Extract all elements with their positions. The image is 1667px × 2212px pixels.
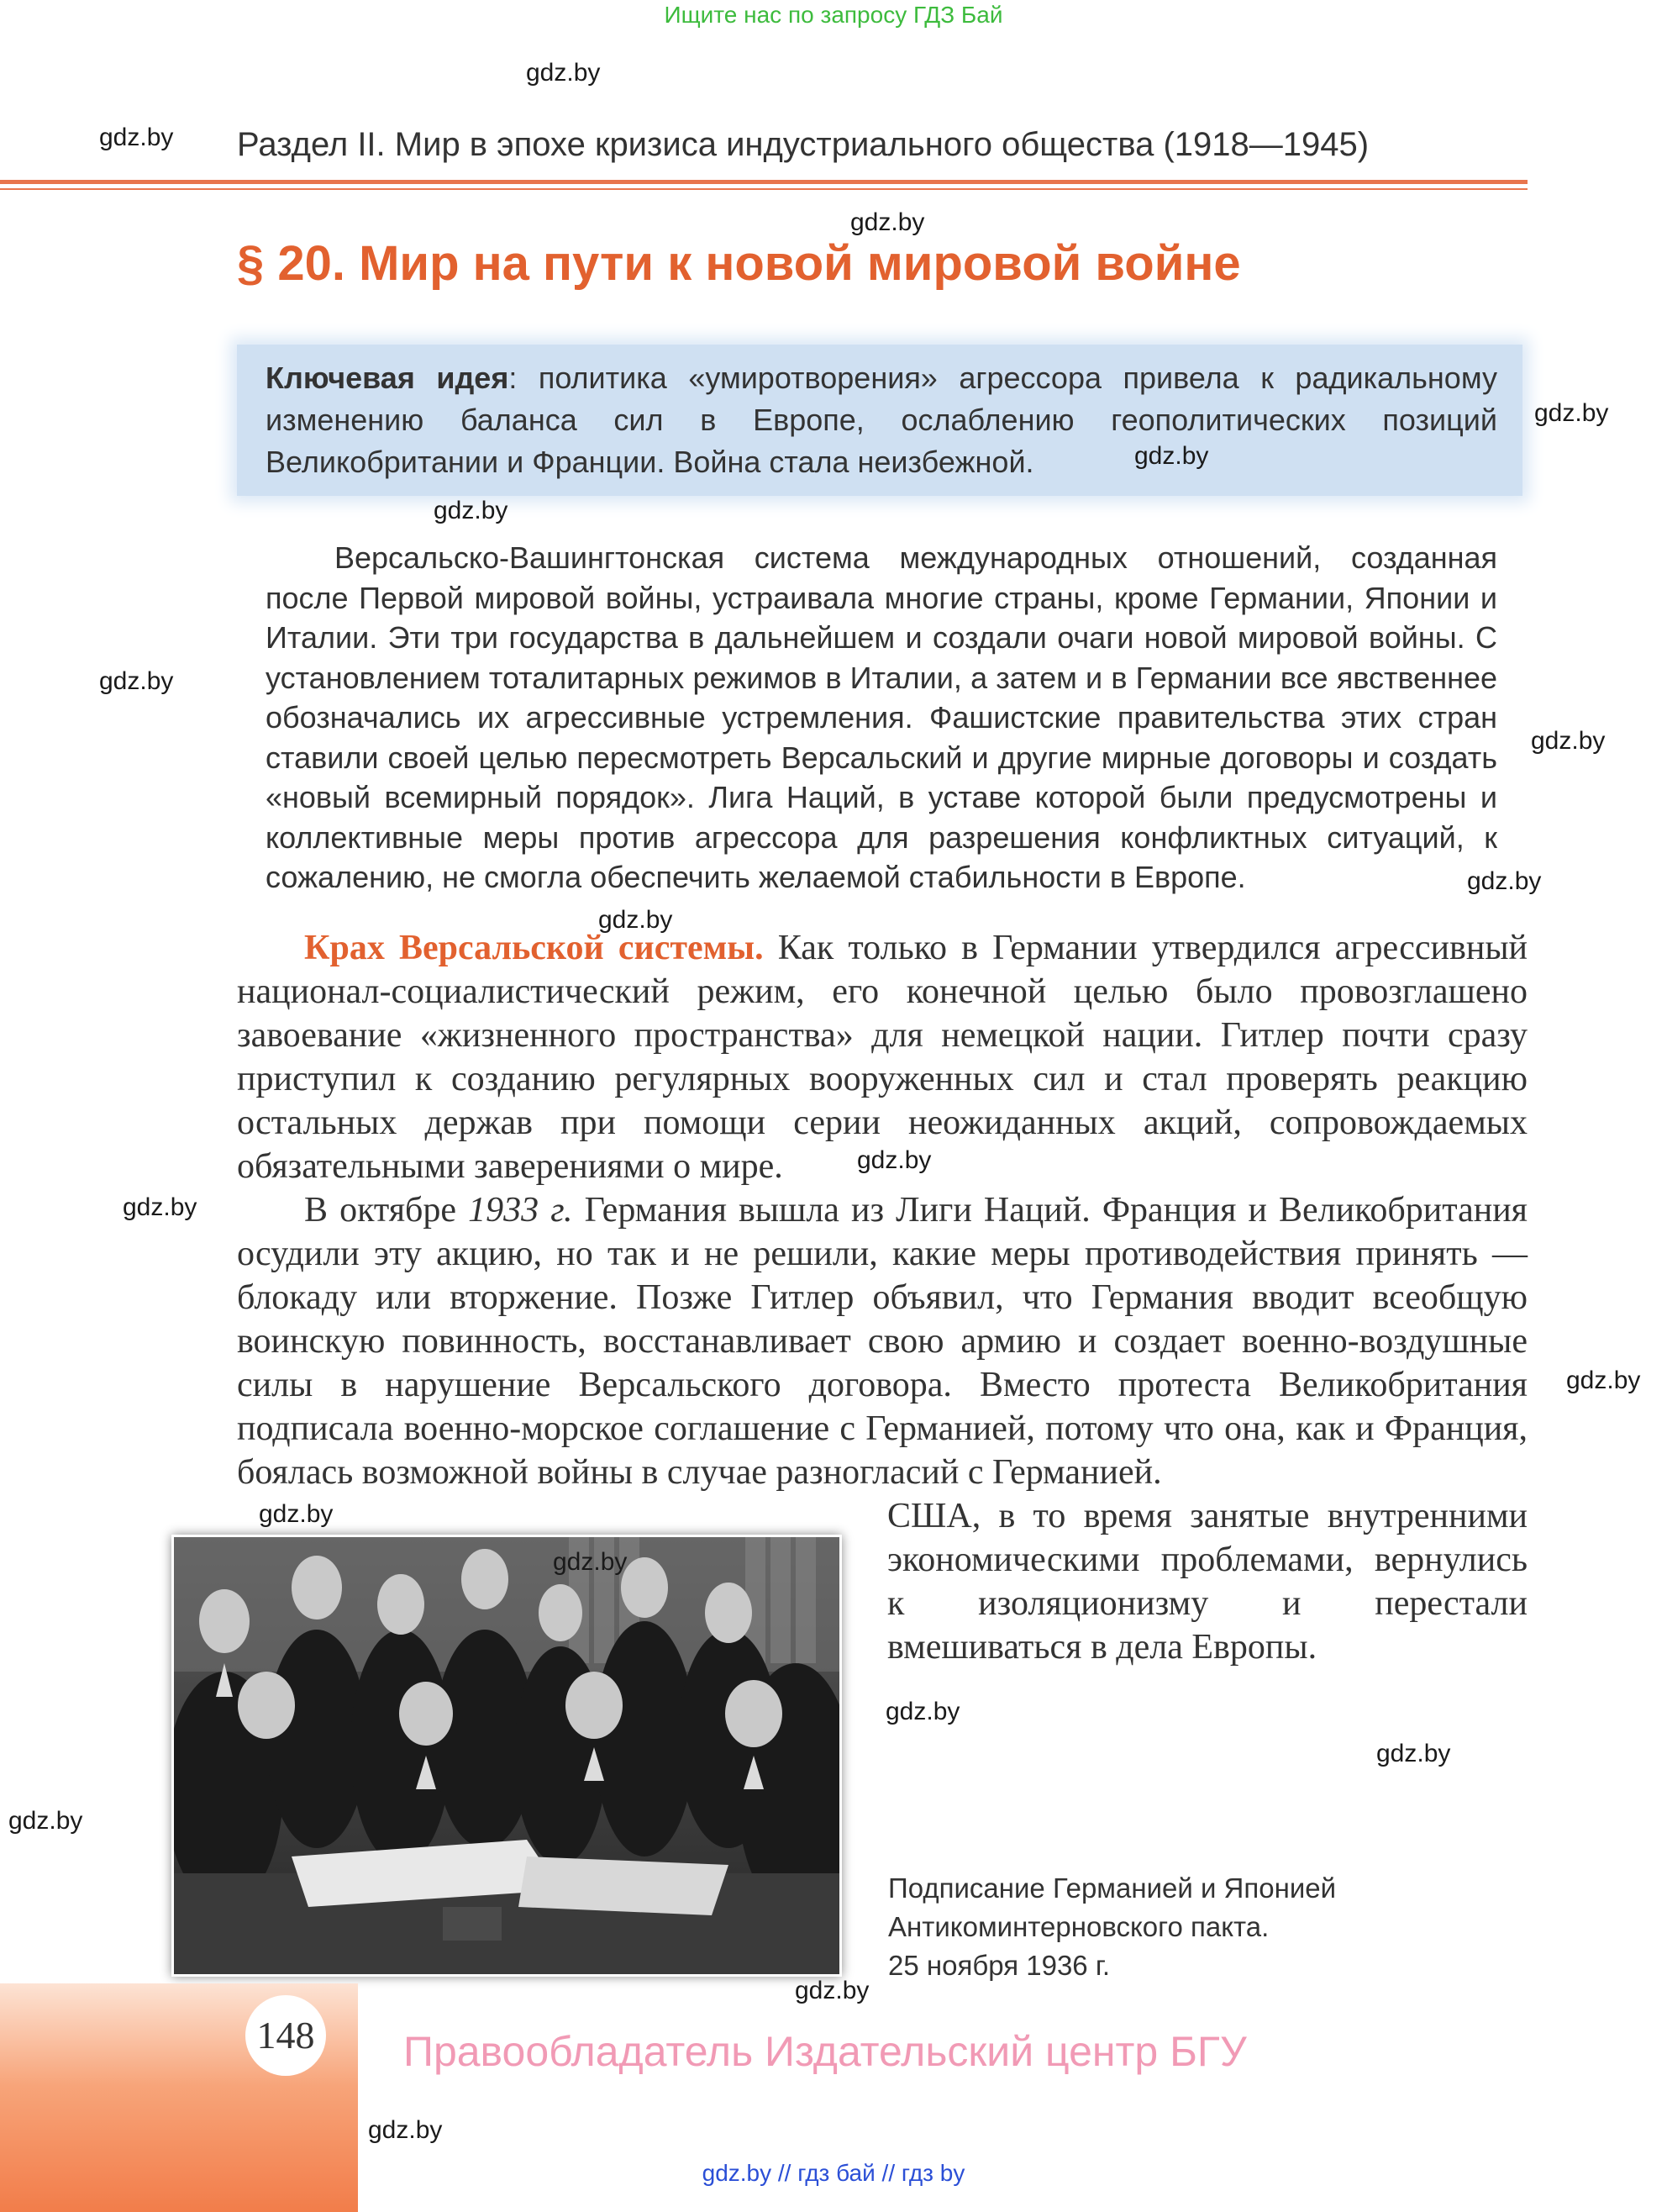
watermark: gdz.by <box>1134 442 1209 470</box>
main-text <box>237 926 1528 1494</box>
watermark: gdz.by <box>368 2116 443 2144</box>
paragraph-title: § 20. Мир на пути к новой мировой войне <box>237 236 1241 291</box>
body-paragraph-2-tail: США, в то время занятые внутренними экономическими проблемами, вернулись к изоляционизму и перестали вмешиваться в дела Европы. <box>887 1497 1528 1667</box>
photo-caption-line-1: Подписание Германией и Японией <box>888 1872 1337 1904</box>
watermark: gdz.by <box>598 906 673 934</box>
watermark: gdz.by <box>886 1698 960 1725</box>
body-paragraph-2-rest: Германия вышла из Лиги Наций. Франция и Великобритания осудили эту акцию, но так и не решили, какие меры противодействия принять — блокаду или вторжение. Позже Гитлер объявил, что Германия вводит всеобщую воинскую повинность, восстанавливает свою армию и создает военно-воздушные силы в нарушение Версальского договора. Вместо протеста Великобритания подписала военно-морское соглашение с Германией, потому что она, как и Франция, боялась возможной войны в случае разногласий с Германией. <box>237 1191 1528 1492</box>
header-rule-thin <box>0 188 1528 190</box>
watermark: gdz.by <box>434 497 508 524</box>
photo-caption-line-2: Антикоминтерновского пакта. <box>888 1911 1270 1942</box>
footer-links[interactable]: gdz.by // гдз бай // гдз by <box>702 2160 965 2186</box>
body-paragraph-2-start: В октябре <box>304 1191 469 1230</box>
watermark: gdz.by <box>99 667 174 695</box>
photo-caption-line-3: 25 ноября 1936 г. <box>888 1950 1110 1981</box>
copyright-notice: Правообладатель Издательский центр БГУ <box>403 2028 1247 2075</box>
photo-illustration <box>174 1537 839 1974</box>
body-paragraph-2 <box>237 1188 1528 1494</box>
watermark: gdz.by <box>795 1977 870 2004</box>
section-header: Раздел II. Мир в эпохе кризиса индустриального общества (1918—1945) <box>237 126 1370 163</box>
watermark: gdz.by <box>8 1807 83 1835</box>
watermark: gdz.by <box>259 1500 334 1528</box>
watermark: gdz.by <box>99 124 174 151</box>
page-number: 148 <box>245 1995 326 2076</box>
key-idea-body: : политика «умиротворения» агрессора привела к радикальному изменению баланса сил в Европе, ослаблению геополитических позиций Великобритании и Франции. Война стала неизбежной. <box>266 361 1497 479</box>
key-idea-text <box>266 357 1497 483</box>
year-1933: 1933 г. <box>468 1191 573 1230</box>
watermark: gdz.by <box>1534 399 1609 427</box>
watermark: gdz.by <box>1376 1740 1451 1767</box>
intro-text: Версальско-Вашингтонская система международных отношений, созданная после Первой мировой войны, устраивала многие страны, кроме Германии, Японии и Италии. Эти три государства в дальнейшем и создали очаги новой мировой войны. С установлением тоталитарных режимов в Италии, а затем и в Германии все явственнее обозначались их агрессивные устремления. Фашистские правительства этих стран ставили своей целью пересмотреть Версальский и другие мирные договоры и создать «новый всемирный порядок». Лига Наций, в уставе которой были предусмотрены и коллективные меры против агрессора для разрешения конфликтных ситуаций, к сожалению, не смогла обеспечить желаемой стабильности в Европе. <box>266 540 1497 894</box>
watermark: gdz.by <box>1566 1367 1641 1394</box>
subheading: Крах Версальской системы. <box>304 929 764 967</box>
watermark: gdz.by <box>526 59 601 87</box>
watermark: gdz.by <box>1467 867 1542 895</box>
watermark: gdz.by <box>553 1548 628 1576</box>
watermark: gdz.by <box>123 1193 197 1221</box>
watermark: gdz.by <box>1531 727 1606 755</box>
header-rule <box>0 180 1528 184</box>
body-paragraph-1-text: Как только в Германии утвердился агрессивный национал-социалистический режим, его конечной целью было провозглашено завоевание «жизненного пространства» для немецкой нации. Гитлер почти сразу приступил к созданию регулярных вооруженных сил и стал проверять реакцию остальных держав при помощи серии неожиданных акций, сопровождаемых обязательными заверениями о мире. <box>237 929 1528 1186</box>
watermark: gdz.by <box>857 1146 932 1174</box>
top-banner[interactable]: Ищите нас по запросу ГДЗ Бай <box>664 2 1003 28</box>
watermark: gdz.by <box>850 208 925 236</box>
key-idea-label: Ключевая идея <box>266 361 509 395</box>
historical-photo <box>171 1535 842 1977</box>
photo-caption <box>888 1869 1476 1985</box>
